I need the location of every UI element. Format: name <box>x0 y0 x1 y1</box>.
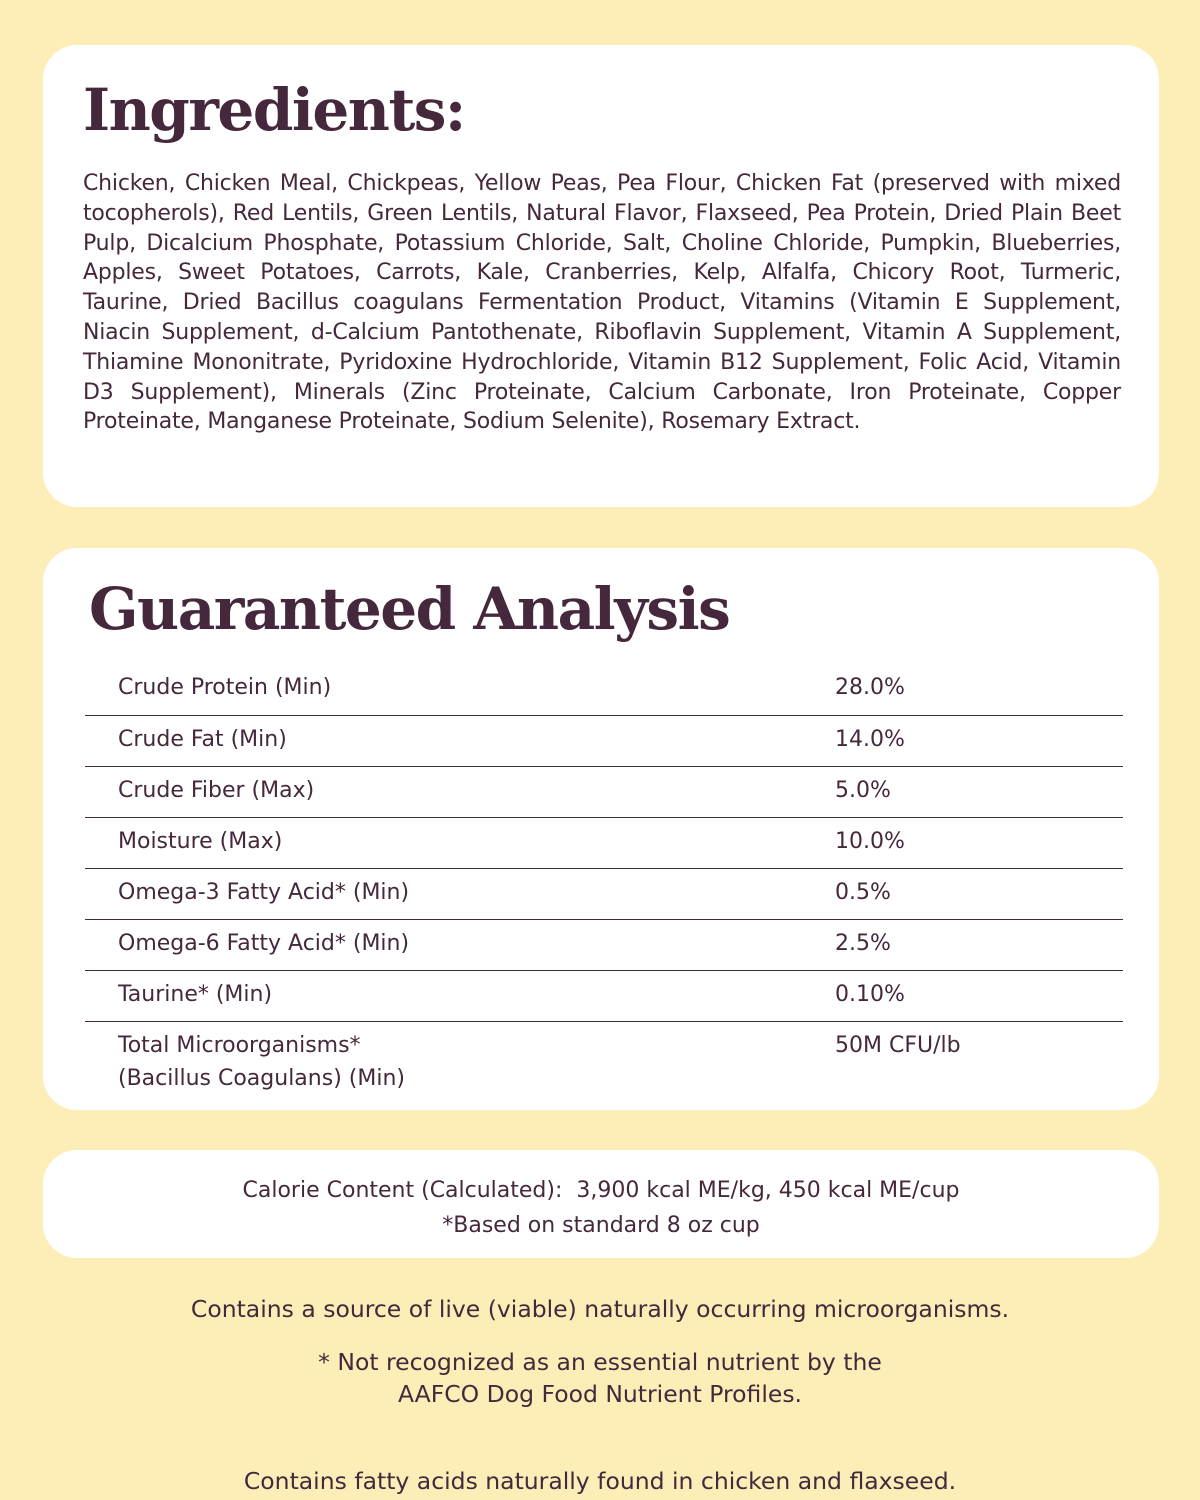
ingredients-card <box>43 45 1159 507</box>
nutrient-value: 50M CFU/lb <box>835 1032 961 1058</box>
table-row <box>85 1021 1123 1095</box>
live-microorganisms-note: Contains a source of live (viable) naturally occurring microorganisms. <box>190 1295 1010 1323</box>
ingredients-title: Ingredients: <box>83 76 465 144</box>
table-row <box>85 664 1123 715</box>
aafco-disclaimer-line2: AAFCO Dog Food Nutrient Profiles. <box>397 1380 803 1408</box>
calorie-content: Calorie Content (Calculated): 3,900 kcal ME/kg, 450 kcal ME/cup <box>242 1178 960 1203</box>
table-row <box>85 970 1123 1021</box>
guaranteed-analysis-title: Guaranteed Analysis <box>89 575 730 643</box>
nutrient-name: Moisture (Max) <box>85 817 835 868</box>
nutrient-value: 14.0% <box>835 715 1123 766</box>
ingredients-list: Chicken, Chicken Meal, Chickpeas, Yellow Peas, Pea Flour, Chicken Fat (preserved with mixed tocopherols), Red Lentils, Green Lentils, Natural Flavor, Flaxseed, Pea Protein, Dried Plain Beet Pulp, Dicalcium Phosphate, Potassium Chloride, Salt, Choline Chloride, Pumpkin, Blueberries, Apples, Sweet Potatoes, Carrots, Kale, Cranberries, Kelp, Alfalfa, Chicory Root, Turmeric, Taurine, Dried Bacillus coagulans Fermentation Product, Vitamins (Vitamin E Supplement, Niacin Supplement, d-Calcium Pantothenate, Riboflavin Supplement, Vitamin A Supplement, Thiamine Mononitrate, Pyridoxine Hydrochloride, Vitamin B12 Supplement, Folic Acid, Vitamin D3 Supplement), Minerals (Zinc Proteinate, Calcium Carbonate, Iron Proteinate, Copper Proteinate, Manganese Proteinate, Sodium Selenite), Rosemary Extract. <box>83 171 1121 435</box>
aafco-disclaimer <box>0 1346 1200 1410</box>
analysis-table <box>85 664 1123 1095</box>
table-row <box>85 766 1123 817</box>
nutrient-name: Taurine* (Min) <box>85 970 835 1021</box>
table-row <box>85 715 1123 766</box>
nutrient-name: Crude Fiber (Max) <box>85 766 835 817</box>
nutrient-name-line2: (Bacillus Coagulans) (Min) <box>118 1065 405 1091</box>
table-row <box>85 868 1123 919</box>
table-row <box>85 919 1123 970</box>
nutrient-value: 5.0% <box>835 766 1123 817</box>
nutrient-name: Crude Protein (Min) <box>85 664 835 715</box>
nutrient-name <box>85 1021 835 1095</box>
calorie-footnote: *Based on standard 8 oz cup <box>442 1213 760 1238</box>
nutrient-name: Omega-6 Fatty Acid* (Min) <box>85 919 835 970</box>
nutrient-name-line1: Total Microorganisms* <box>118 1032 361 1058</box>
nutrient-value: 0.10% <box>835 970 1123 1021</box>
table-row <box>85 817 1123 868</box>
nutrient-value: 10.0% <box>835 817 1123 868</box>
nutrient-name: Omega-3 Fatty Acid* (Min) <box>85 868 835 919</box>
aafco-disclaimer-line1: * Not recognized as an essential nutrient by the <box>318 1348 882 1376</box>
nutrient-value: 0.5% <box>835 868 1123 919</box>
fatty-acids-note: Contains fatty acids naturally found in chicken and flaxseed. <box>243 1467 957 1495</box>
calorie-content-card <box>43 1150 1159 1258</box>
nutrient-value: 28.0% <box>835 664 1123 715</box>
guaranteed-analysis-card <box>43 548 1159 1110</box>
nutrient-value: 2.5% <box>835 919 1123 970</box>
nutrient-name: Crude Fat (Min) <box>85 715 835 766</box>
